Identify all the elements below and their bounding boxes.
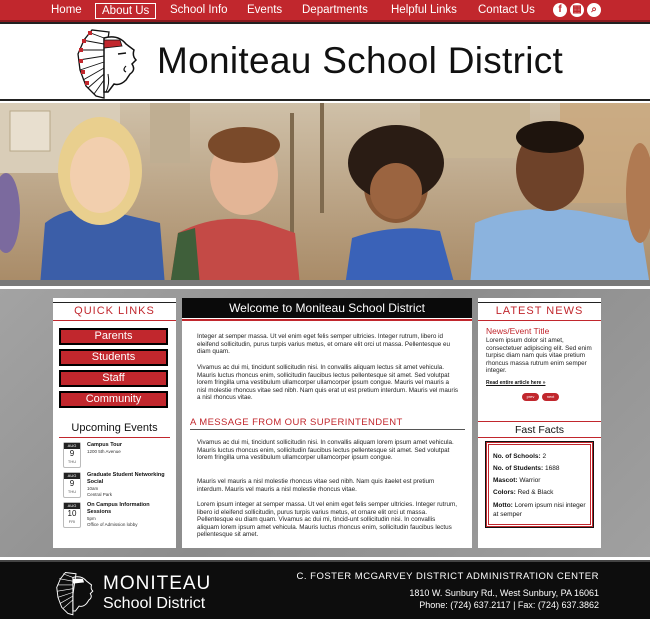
event-item[interactable]	[63, 442, 173, 472]
quick-link-community[interactable]: Community	[59, 391, 168, 408]
event-day: 9	[69, 449, 75, 458]
superintendent-heading: A MESSAGE FROM OUR SUPERINTENDENT	[190, 417, 403, 428]
event-title: Campus Tour	[87, 442, 123, 448]
fact-row	[493, 501, 586, 519]
heading-rule	[53, 320, 176, 321]
superintendent-paragraph-3: Lorem ipsum integer at semper massa. Ut vel enim eget felis semper ultricies. Integer rutrum, libero id eleifend sollicitudin, purus turpis varius metus, et ornare elit orci ut massa. Pellentesque eu diam quam. Vivamus ac dui mi, tincid-unt sollicitudin nisi. In convallis aliquam lorem ipsum amet vehicula. Mauris luctus rhoncus enim, sollicitudin faucibus lectus pellentesque sit amet.	[197, 501, 458, 539]
fact-label: Motto:	[493, 502, 513, 509]
fact-row	[493, 463, 586, 475]
footer-brand-subtitle: School District	[103, 595, 206, 612]
calendar-badge	[63, 472, 81, 498]
welcome-paragraph-2: Vivamus ac dui mi, tincidunt sollicitudin nisi. In convallis aliquam lectus sit amet vehicula. Mauris luctus rhoncus enim, sollicitudin faucibus lectus pellentesque sit amet. Sed volutpat lorem fringilla urna vestibulum ullamcorper ullamcorper ipsum congue. Mauris vel mauris a nisl molestie rhoncus vitae sed nibh. Nam quis erat ut est pretium interdum. Mauris vel mauris a nisl rhoncus vitae.	[197, 364, 459, 402]
quick-links-heading	[53, 302, 176, 320]
fact-row	[493, 487, 586, 499]
news-title[interactable]: News/Event Title	[486, 326, 550, 336]
event-month: AUG	[64, 473, 80, 479]
welcome-paragraph-1: Integer at semper massa. Ut vel enim eget felis semper ultricies. Integer rutrum, libero id eleifend sollicitudin, purus turpis varius metus, et ornare elit orci ut massa. Pellentesque eu diam quam.	[197, 333, 451, 356]
quick-link-staff[interactable]: Staff	[59, 370, 168, 387]
prev-button[interactable]: prev	[522, 393, 539, 401]
footer-address: 1810 W. Sunbury Rd., West Sunbury, PA 16061	[409, 588, 599, 598]
calendar-badge	[63, 442, 81, 468]
latest-news-heading	[478, 302, 601, 320]
event-item[interactable]	[63, 472, 173, 502]
event-weekday: FRI	[68, 519, 76, 524]
event-time: 10am	[87, 486, 99, 491]
event-location: 1200 5th Avenue	[87, 449, 121, 454]
welcome-heading: Welcome to Moniteau School District	[182, 298, 472, 318]
warrior-chief-logo[interactable]	[74, 26, 144, 100]
facebook-icon[interactable]: f	[553, 3, 567, 17]
event-day: 10	[67, 509, 77, 518]
site-title: Moniteau School District	[157, 40, 564, 81]
news-summary: Lorem ipsum dolor sit amet, consectetuer adipiscing elit. Sed enim turpisc diam nam quis vitae pretium rhoncus massa rutrum enim semper integer.	[486, 337, 592, 375]
facts-rule	[478, 421, 601, 422]
fact-label: No. of Schools:	[493, 453, 541, 460]
event-month: AUG	[64, 503, 80, 509]
fact-row	[493, 475, 586, 487]
footer-brand-name: MONITEAU	[103, 573, 212, 594]
superintendent-paragraph-1: Vivamus ac dui mi, tincidunt sollicitudin nisi. In convallis aliquam lorem ipsum amet vehicula. Mauris luctus rhoncus enim, sollicitudin faucibus lectus pellentesque sit amet. Sed volutpat lorem fringilla urna vestibulum ullamcorper ullamcorper ipsum congue.	[197, 439, 454, 462]
nav-events[interactable]: Events	[247, 4, 283, 16]
fact-value: Lorem ipsum nisi integer at semper	[493, 502, 586, 518]
top-navigation	[0, 0, 650, 22]
nav-departments[interactable]: Departments	[302, 4, 368, 16]
event-weekday: THU	[67, 459, 77, 464]
fact-value: 2	[542, 453, 547, 460]
search-icon[interactable]: ⌕	[587, 3, 601, 17]
event-title: On Campus Information Sessions	[87, 502, 150, 515]
fast-facts-heading: Fast Facts	[514, 424, 564, 436]
event-location: Office of Admission lobby	[87, 522, 138, 527]
fact-value: Red & Black	[517, 489, 554, 496]
events-rule	[59, 437, 170, 438]
site-footer	[0, 560, 650, 619]
nav-contact-us[interactable]: Contact Us	[478, 4, 535, 16]
hero-divider	[0, 280, 650, 286]
superintendent-paragraph-2: Mauris vel mauris a nisl molestie rhoncus vitae sed nibh. Nam quis itaelet est pretium interdum. Mauris vel mauris a nisl molestie rhoncus vitae.	[197, 478, 435, 493]
fact-row	[493, 451, 586, 463]
fact-label: Colors:	[493, 489, 516, 496]
warrior-chief-logo[interactable]	[54, 570, 98, 616]
event-weekday: THU	[67, 489, 77, 494]
students-photo	[0, 103, 650, 286]
upcoming-events-heading: Upcoming Events	[71, 422, 158, 434]
event-day: 9	[69, 479, 75, 488]
nav-helpful-links[interactable]: Helpful Links	[391, 4, 457, 16]
hero-illustration	[0, 103, 650, 286]
next-button[interactable]: next	[542, 393, 559, 401]
read-article-link[interactable]: Read entire article here »	[486, 380, 546, 386]
event-item[interactable]	[63, 502, 173, 532]
event-location: Central Park	[87, 492, 113, 497]
event-time: 5pm	[87, 516, 96, 521]
quick-links-title: QUICK LINKS	[74, 305, 155, 317]
superintendent-rule	[190, 429, 465, 430]
quick-link-parents[interactable]: Parents	[59, 328, 168, 345]
header-divider	[0, 22, 650, 24]
welcome-rule	[182, 319, 472, 321]
left-column	[53, 298, 176, 548]
right-column	[478, 298, 601, 548]
fact-label: No. of Students:	[493, 465, 544, 472]
nav-about-us[interactable]: About Us	[95, 3, 156, 19]
quick-link-students[interactable]: Students	[59, 349, 168, 366]
fact-value: 1688	[545, 465, 560, 472]
heading-rule	[478, 302, 601, 303]
nav-school-info[interactable]: School Info	[170, 4, 228, 16]
nav-home[interactable]: Home	[51, 4, 82, 16]
event-title: Graduate Student Networking Social	[87, 472, 165, 485]
facts-rule	[478, 437, 601, 438]
fact-label: Mascot:	[493, 477, 518, 484]
calendar-icon[interactable]: ▦	[570, 3, 584, 17]
calendar-badge	[63, 502, 81, 528]
fact-value: Warrior	[519, 477, 541, 484]
footer-divider	[0, 557, 650, 559]
main-column	[182, 298, 472, 548]
footer-admin-center: C. FOSTER MCGARVEY DISTRICT ADMINISTRATION CENTER	[296, 571, 599, 582]
event-month: AUG	[64, 443, 80, 449]
heading-rule	[53, 302, 176, 303]
footer-phone: Phone: (724) 637.2117 | Fax: (724) 637.3862	[419, 600, 599, 610]
heading-rule	[478, 320, 601, 321]
latest-news-title: LATEST NEWS	[495, 305, 584, 317]
fast-facts-box	[486, 442, 593, 527]
